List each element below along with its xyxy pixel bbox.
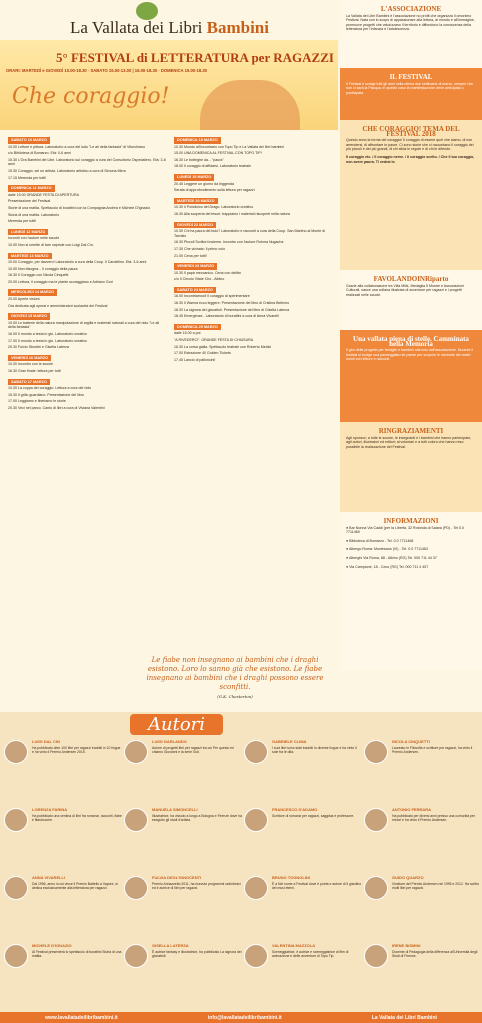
program-day-header: SABATO 24 MARZO: [174, 287, 216, 294]
program-day-header: GIOVEDÌ 22 MARZO: [174, 222, 216, 229]
program-event: 20.30 Veci nel parco. Canto di libri a cura di Viviana Valentini: [8, 405, 105, 410]
tema-list: Il coraggio etc. / Il coraggio nerve. / Il coraggio scelto. / Che il tuo coraggio, non avere paura. Ti vedrai lo: [346, 154, 475, 164]
author-photo: [124, 876, 148, 900]
ringraziamenti-title: RINGRAZIAMENTI: [378, 427, 444, 435]
author-photo: [244, 808, 268, 832]
author-name: MANUELA SIMONCELLI: [152, 807, 198, 812]
author-card: [124, 740, 242, 802]
author-card: [244, 740, 362, 802]
author-card: [4, 740, 122, 802]
program-day-header: GIOVEDÌ 15 MARZO: [8, 313, 50, 320]
program-day-header: SABATO 17 MARZO: [8, 379, 50, 386]
program-event: dalle 15.00 a poi: [174, 331, 201, 336]
author-photo: [364, 740, 388, 764]
logo-pre: La: [70, 18, 88, 37]
program-day-header: MERCOLEDÌ 14 MARZO: [8, 289, 57, 296]
author-card: [4, 876, 122, 938]
author-photo: [244, 740, 268, 764]
author-name: ANTONIO FERRARA: [392, 807, 432, 812]
email-link[interactable]: info@lavallatadeilibribambini.it: [207, 1014, 282, 1021]
program-event: 10.00 Le batterie della natura manipolazione di argilla e materiali naturali a cura del nido "Le ali della fantasia": [8, 320, 160, 330]
author-card: [124, 808, 242, 870]
program-event: 16.30 La corsa gialla. Spettacolo teatrale con Roberto Medici: [174, 344, 272, 349]
footer: [0, 1012, 482, 1023]
author-card: [364, 876, 482, 938]
program-day-header: MARTEDÌ 20 MARZO: [174, 198, 218, 205]
informazioni-title: INFORMAZIONI: [383, 517, 439, 525]
favolando-title: FAVOLANDOINRiparto: [373, 275, 449, 283]
website-link[interactable]: www.lavallatadeilibribambini.it: [45, 1014, 118, 1021]
program-event: c/o Biblioteca di Bomarzo. Età: 0-6 anni: [8, 151, 71, 156]
program-day-header: VENERDÌ 23 MARZO: [174, 263, 217, 270]
author-photo: [364, 876, 388, 900]
author-bio: Illustratrice, ha vissuto a lungo a Bologna e Firenze dove ha eseguito gli studi d'artista.: [152, 814, 242, 823]
author-bio: Autore di progetti libri per ragazzi tra cui Per questo mi chiamo Giovanni e la serie Gol!.: [152, 746, 234, 755]
program-event: 15.00 UNA DOMENICA AL FESTIVAL CON TOPO TIP!: [174, 151, 262, 156]
author-bio: Ha pubblicato per diversi anni presso una comunità per minori e ha vinto il Premio Andersen.: [392, 814, 475, 823]
program-event: 16.30 Le botteghe da... "paura": [174, 157, 224, 162]
author-bio: Vincitore del Premio Andersen nel 1995 e 2012. Ha scritto molti libri per ragazzi.: [392, 882, 480, 891]
program-event: 17.45 Lancio di palloncini!: [174, 357, 216, 362]
author-name: LORENZA FARINA: [32, 807, 68, 812]
author-name: IRENE BISMINI: [392, 943, 421, 948]
program-day-header: LUNEDÌ 19 MARZO: [174, 174, 214, 181]
festival-logo: [70, 18, 269, 38]
program-day-header: VENERDÌ 16 MARZO: [8, 355, 51, 362]
author-bio: Laureato in Filosofia e scrittore per ragazzi, ha vinto il Premio Andersen.: [392, 746, 473, 755]
author-photo: [4, 944, 28, 968]
author-card: [244, 944, 362, 1006]
program-day-header: LUNEDÌ 12 MARZO: [8, 229, 48, 236]
program-event: 16.30 Gran finale: lettura per tutti: [8, 369, 61, 373]
vallata-title: Una vallata piena di stelle. Camminata nella Memoria: [353, 335, 469, 348]
program-event: 18.30 La signora dei giocattoli. Presentazione del libro di Gisella Laterza: [174, 307, 290, 312]
program-event: 10.30 Mondo all'incontrario con Topo Tip e La Vallata dei libri bambini: [174, 144, 285, 149]
program-event: 16.30 Il Wanna ecco leggere. Presentazione del libro di Cristina Bellemo: [174, 301, 290, 306]
sidebar: [340, 0, 482, 670]
author-name: ANNA VIVARELLI: [32, 875, 66, 880]
author-name: FULVIA DEGL'INNOCENTI: [152, 875, 202, 880]
banner-script-title: Che coraggio!: [12, 84, 170, 109]
author-photo: [364, 944, 388, 968]
program-event: 15.30 Coraggio, sei un artista. Laboratorio artistico a cura di Simona Mirra: [8, 168, 126, 173]
author-card: [364, 740, 482, 802]
program-event: 21.00 Cena per tutti!: [174, 253, 207, 258]
program-event: 18.00 Il coraggio di affidarsi. Laboratorio teatrale: [174, 164, 252, 169]
author-bio: Sceneggiatrice, è autrice e sceneggiatrice di film di animazione e delle avventure di Topo Tip.: [272, 950, 349, 959]
program-event: 15.30 L'Ora Bambini del Libri. Laboratorio sul coraggio a cura del Consultorio Ospedaliero. Età: 3-6 anni: [8, 157, 166, 167]
program-event: 17.00 Leggiamo e liberiamo le storie: [8, 399, 66, 404]
author-bio: È autrice fantasy e illustratrice, ha pubblicato La signora dei giocattoli.: [152, 950, 242, 959]
info-item: ● Albergo Roma: Montesano (VI) - Tel. 0.0 7711463: [346, 547, 428, 552]
author-name: GISELLA LATERZA: [152, 943, 189, 948]
author-card: [364, 944, 482, 1006]
quote-author: (G.K. Chesterton): [217, 694, 253, 699]
author-photo: [244, 944, 268, 968]
info-item: ● Bar Nonna Via Caddi (per la Libertà, 32 Rotonda di Salara (PD) - Tel 0.0 7711469: [346, 525, 464, 535]
program-event: 18.45 Emergenza - Laboratorio di burattini a cura di Anna Vivarelli: [174, 314, 279, 319]
program-event: 16.30 Piccoli Scrittori insieme. Incontro con l'autore Rohma Nugacha: [174, 240, 284, 245]
logo-accent: Bambini: [206, 18, 269, 37]
author-bio: Premio Annazzetto 2011, ha ricevuto programmi radiofonici ed è autrice di libri per ragazzi.: [152, 882, 241, 891]
author-name: GABRIELE CLIMA: [272, 739, 307, 744]
program-event: 10.00 Incontro con le scuole: [8, 362, 53, 367]
program-event: Merenda per tutti!: [8, 219, 37, 224]
program-event: Storia di una matita. Laboratorio: [8, 212, 60, 217]
festival-box: [340, 68, 482, 120]
author-photo: [364, 808, 388, 832]
tema-box: [340, 120, 482, 270]
association-text: La Vallata dei Libri Bambini è l'associazione no profit che organizza il omonimo Festival. Nata con lo scopo di appassionare alla lettura, al mondo e all'immagine, promuove progetti che valorizzano il territorio e diffondono la conoscenza della letteratura per l'infanzia e l'adolescenza.: [346, 13, 475, 32]
author-bio: Scrittore di romanzi per ragazzi, saggista e professore.: [272, 814, 355, 818]
ringraziamenti-text: Agli sponsor; a tutte le scuole, le insegnanti e i bambini che hanno partecipato; agli autori, illustratori ed editori; ai volontari e a tutti coloro che hanno reso possibile la realizzazione del Festival.: [346, 435, 472, 449]
author-name: VALENTINA MAZZOLA: [272, 943, 316, 948]
author-card: [364, 808, 482, 870]
program-event: 10.30 Chi ha paura del buio? Laboratorio e racconti a cura della Coop. San Martino al Monte di Tarvisio: [174, 229, 326, 238]
program-event: c/o Il Circolo Vitale Ciro - Albino: [174, 277, 225, 282]
author-card: [244, 808, 362, 870]
program-column-1: [8, 134, 166, 654]
author-name: NICOLA CINQUETTI: [392, 739, 430, 744]
favolando-box: [340, 270, 482, 330]
info-item: ● Biblioteca di Bomarzo - Tel. 0.0 7711468: [346, 538, 414, 543]
social-link[interactable]: La Vallata dei Libri Bambini: [371, 1014, 437, 1021]
vallata-box: [340, 330, 482, 422]
program-event: Storie di una matita. Spettacolo di burattini con la Compagnia Andrea e Michele D'Ignazio: [8, 205, 151, 210]
author-bio: È a Nel nome a Festival dove è poeta e autore di Il giardino dei musi eterni.: [272, 882, 362, 891]
logo-main: Vallata dei Libri: [91, 18, 203, 37]
program-column-2: [174, 134, 334, 654]
informazioni-box: [340, 512, 482, 670]
author-card: [4, 944, 122, 1006]
vallata-text: Il giro delle progetto per famiglie e bambini ottenuto dall'associazione. Durante il festival si svolge una passeggiata nel paese per scoprire le memorie dei nostri nonni con letture e racconti.: [346, 348, 474, 362]
author-name: GUIDO QUARZO: [392, 875, 424, 880]
program-event: 20.30 Fulvio Sbrubbi e Gisella Laterza: [8, 345, 69, 350]
banner-illustration: [200, 80, 300, 130]
author-name: BRUNO TOGNOLINI: [272, 875, 310, 880]
info-item: ● Alberghi Via Roma, 88 - Albino (RG) Tel. 000 711 44 37: [346, 555, 437, 560]
program-event: 15.30 Il grillo guardiano. Presentazione del libro: [8, 392, 84, 397]
author-card: [124, 876, 242, 938]
author-bio: Ha pubblicato una ventina di libri fra romanzi, racconti, fiabe e filastrocche.: [32, 814, 122, 823]
favolando-text: Grazie alla collaborazione tra Villa Mills, Medaglia 5 Mostre e Associazioni Culturali, nasce una collana illustrata di avventure per ragazzi e i progetti realizzati nelle scuole.: [346, 283, 464, 297]
author-name: FRANCESCO D'ADAMO: [272, 807, 318, 812]
author-bio: Al Festival presenterà lo spettacolo di burattini Storia di una matita.: [32, 950, 122, 959]
ringraziamenti-box: [340, 422, 482, 512]
association-box: [340, 0, 482, 68]
program-event: 10.00 Non si smette di fare capriole con Luigi Dal Cin.: [8, 242, 94, 247]
program-day-header: DOMENICA 25 MARZO: [174, 324, 221, 331]
author-name: MICHELE D'IGNAZIO: [32, 943, 72, 948]
program-event: Incontri con l'autore nelle scuole: [8, 236, 60, 241]
informazioni-list: [346, 526, 476, 570]
program-event: 10.00 La coppa del coraggio. Lettura a cura del nido: [8, 386, 92, 391]
author-photo: [4, 808, 28, 832]
program-event: 16.00 Il mondo a testa in giù. Laboratorio creativo: [8, 332, 87, 337]
tema-title: CHE CORAGGIO! TEMA DEL FESTIVAL 2018: [362, 125, 460, 138]
authors-title: Autori: [130, 714, 223, 735]
program-event: 20.00 Aperte visioni.: [8, 297, 41, 302]
quote-text: Le fiabe non insegnano ai bambini che i draghi esistono. Loro lo sanno già che esistono. Le fiabe insegnano ai bambini che i draghi possono essere sconfitti.: [146, 656, 324, 691]
program-event: Ora dedicata agli operai e amministratori scolastici del Festival: [8, 303, 108, 308]
program-event: 16.00 Incontriamoci! Il coraggio di sperimentare: [174, 294, 250, 299]
author-card: [124, 944, 242, 1006]
chesterton-quote: [140, 656, 330, 701]
author-photo: [124, 740, 148, 764]
author-photo: [124, 808, 148, 832]
program-event: 10.00 Non bisogna... Il coraggio della paura: [8, 266, 78, 271]
program-event: 17.30 Che vicinato: il primo volo: [174, 246, 225, 251]
author-photo: [244, 876, 268, 900]
program-day-header: MARTEDÌ 13 MARZO: [8, 253, 52, 260]
program-event: 17.15 Merenda per tutti!: [8, 175, 47, 180]
program-day-header: SABATO 10 MARZO: [8, 137, 50, 144]
program-day-header: DOMENICA 11 MARZO: [8, 185, 55, 192]
author-bio: Dal 1996, anno in cui vince il Premio Battello a Vapore, si dedica esclusivamente alla letteratura per ragazzi.: [32, 882, 118, 891]
author-name: LUIGI GARLANDO: [152, 739, 187, 744]
info-item: ● Via Campione, 18 - Ceco (RG) Tel. 000 711 4 457: [346, 564, 429, 569]
festival-box-text: Il Festival è svolge tutti gli anni nella ultima due settimane di marzo, sempre che non ci sarà la Pasqua, in questo caso la manifestazione viene anticipata o posticipata.: [346, 81, 474, 95]
program-event: 20.45 Leggere un giorno da leggenda: [174, 181, 234, 186]
program-event: Presentazione del Festival.: [8, 199, 52, 204]
author-photo: [4, 876, 28, 900]
program-event: 17.00 Estrazione 40 Golden Tickets: [174, 351, 231, 356]
author-bio: I suoi libri sono stati tradotti in diverse lingue e ha vinto Il sole fra le dita.: [272, 746, 357, 755]
program-event: 10.00 Letture e pittura. Laboratorio a cura del ludo "Le ali della fantasia" di Vitorchiano: [8, 144, 145, 149]
program-event: 10.30 Il Policlinico del Drago. Laboratorio creativo: [174, 205, 254, 210]
program-day-header: DOMENICA 18 MARZO: [174, 137, 221, 144]
program-event: 20.00 Lettura, il coraggio ma le piante scoraggiano e Adriano Gori: [8, 279, 113, 284]
program-event: 17.00 Il mondo a testa in giù. Laboratorio creativo: [8, 338, 87, 343]
festival-banner: [0, 40, 338, 130]
program-event: "A RIVEDERCI". GRANDE FESTA DI CHIUSURA: [174, 338, 254, 343]
author-bio: Ha pubblicato oltre 100 libri per ragazzi tradotti in 10 lingue e ha vinto il Premio Andersen 2015.: [32, 746, 121, 755]
program-event: 16.30 Il Coraggio con Nicola Cinquetti: [8, 273, 69, 278]
program-event: dalle 15.00 GRANDE FESTA DI APERTURA: [8, 192, 79, 197]
author-card: [244, 876, 362, 938]
program-event: 16.30 Alla scoperta dei tesori: trappiamo i materiali riscoperti nella natura: [174, 211, 290, 216]
program-event: Serata di approfondimento sulla lettura per ragazzi: [174, 188, 255, 193]
festival-box-title: IL FESTIVAL: [389, 73, 433, 81]
author-card: [4, 808, 122, 870]
program-event: 10.30 Il papà meccanico. Cena con delitto: [174, 270, 241, 275]
program-event: 10.00 Coraggio, per davvero! Laboratorio a cura della Coop. Il Cardellino. Età: 3-6 anni: [8, 260, 147, 265]
tema-text: Questo anno la forma del coraggio! Il coraggio di essere quel che siamo, di non arrendersi, di affrontare le paure. Ci sono storie che ci raccontano il coraggio dei più piccoli e dei più grandi, di chi sfida le regole e di chi le difende.: [346, 138, 474, 152]
author-name: LUIGI DAL CIN: [32, 739, 60, 744]
author-photo: [124, 944, 148, 968]
association-title: L'ASSOCIAZIONE: [380, 5, 442, 13]
festival-title: 5° FESTIVAL di LETTERATURA per RAGAZZI: [56, 50, 334, 65]
author-bio: Docente di Pedagogia della differenza all'Università degli Studi di Firenze.: [392, 950, 478, 959]
festival-dates: ORARI: MARTEDÌ e GIOVEDÌ 10.00-18.30 · SABATO 15.00-13.00 | 15.00-18.30 · DOMENICA 15.00-18.30: [6, 68, 208, 73]
author-photo: [4, 740, 28, 764]
